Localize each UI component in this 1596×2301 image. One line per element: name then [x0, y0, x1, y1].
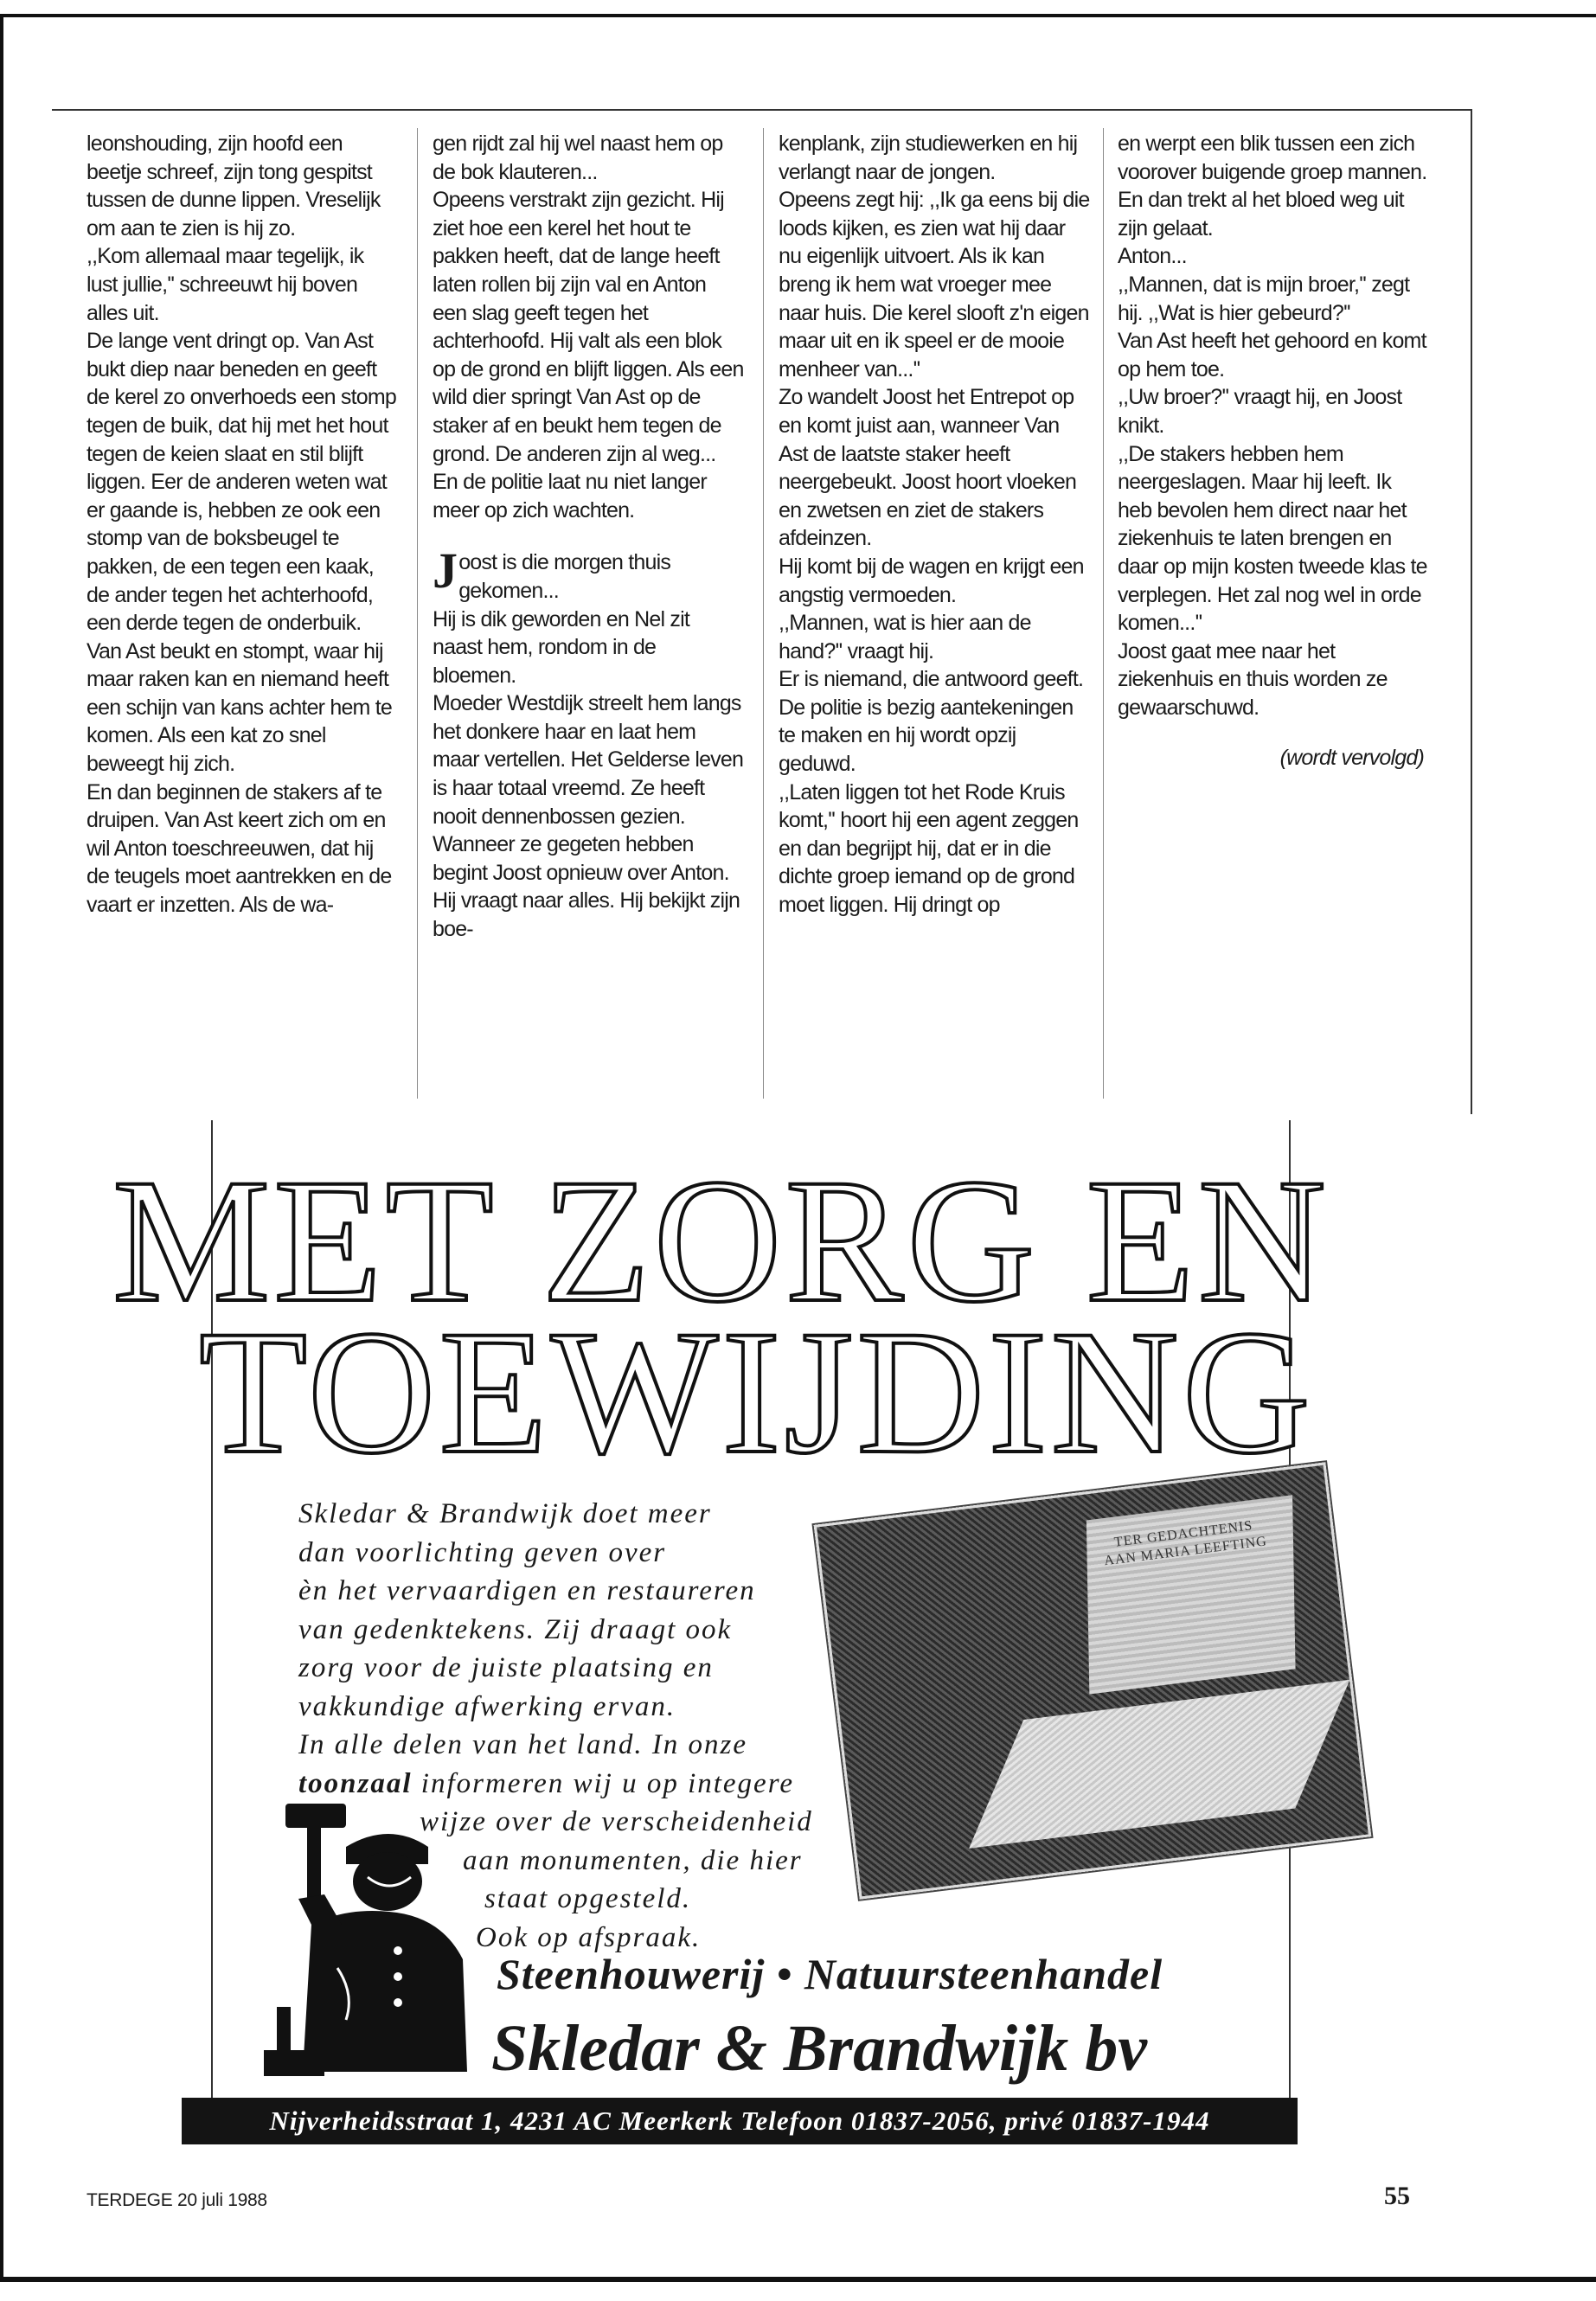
ad-tagline: [497, 1949, 1163, 1999]
paragraph: Anton...: [1118, 244, 1187, 269]
ad-copy-bold-word: toonzaal: [298, 1767, 413, 1799]
address-bar: Nijverheidsstraat 1, 4231 AC Meerkerk Telefoon 01837-2056, privé 01837-1944: [182, 2098, 1298, 2144]
paragraph: ,,Mannen, dat is mijn broer,'' zegt hij. ,,Wat is hier gebeurd?'': [1118, 272, 1410, 325]
paragraph: Van Ast heeft het gehoord en komt op hem toe.: [1118, 329, 1426, 381]
article-column-4: [1118, 130, 1429, 772]
paragraph: Opeens zegt hij: ,,Ik ga eens bij die loods kijken, es zien wat hij daar nu eigenlijk uitvoert. Als ik kan breng ik hem wat vroeger mee naar huis. Die kerel slooft z'n eigen maar uit en ik speel er de mooie menheer van...'': [779, 188, 1090, 381]
paragraph: oost is die morgen thuis gekomen...: [458, 550, 671, 603]
article-column-3: [779, 130, 1090, 920]
article-column-1: [87, 130, 398, 920]
paragraph: Hij is dik geworden en Nel zit naast hem, rondom in de bloemen.: [433, 606, 689, 688]
paragraph: Wanneer ze gegeten hebben begint Joost opnieuw over Anton. Hij vraagt naar alles. Hij bekijkt zijn boe-: [433, 832, 740, 942]
paragraph: De lange vent dringt op. Van Ast bukt diep naar beneden en geeft de kerel zo onverhoeds een stomp tegen de buik, dat hij met het hout tegen de keien slaat en stil blijft liggen. Eer de anderen weten wat er gaande is, hebben ze ook een stomp van de boksbeugel te pakken, de een tegen een kaak, de ander tegen het achterhoofd, een derde tegen de onderbuik. Van Ast beukt en stompt, waar hij maar raken kan en niemand heeft een schijn van kans achter hem te komen. Als een kat zo snel beweegt hij zich.: [87, 329, 396, 777]
ad-headline-line-1: MET ZORG EN: [112, 1143, 1330, 1339]
column-rule: [763, 128, 764, 1099]
publication-footer: TERDEGE 20 juli 1988: [87, 2190, 267, 2210]
section-start-paragraph: [433, 542, 744, 605]
paragraph: kenplank, zijn studiewerken en hij verlangt naar de jongen.: [779, 131, 1078, 184]
paragraph: Joost gaat mee naar het ziekenhuis en thuis worden ze gewaarschuwd.: [1118, 638, 1388, 720]
paragraph: Moeder Westdijk streelt hem langs het donkere haar en laat hem maar vertellen. Het Gelderse leven is haar totaal vreemd. Ze heeft nooit dennenbossen gezien.: [433, 691, 744, 829]
ad-copy-line: zorg voor de juiste plaatsing en: [298, 1652, 714, 1683]
tagline-left: Steenhouwerij: [497, 1950, 766, 1998]
ad-copy-line: Skledar & Brandwijk doet meer: [298, 1498, 712, 1529]
company-name: Skledar & Brandwijk bv: [491, 2012, 1147, 2085]
column-rule: [417, 128, 418, 1099]
ad-copy-line: staat opgesteld.: [484, 1883, 692, 1914]
paragraph: ,,Mannen, wat is hier aan de hand?'' vraagt hij.: [779, 611, 1031, 663]
paragraph: gen rijdt zal hij wel naast hem op de bok klauteren...: [433, 131, 723, 184]
paragraph: De politie is bezig aantekeningen te maken en hij wordt opzij geduwd.: [779, 695, 1074, 777]
paragraph: En dan beginnen de stakers af te druipen. Van Ast keert zich om en wil Anton toeschreeuwen, dat hij de teugels moet aantrekken en de vaart er inzetten. Als de wa-: [87, 779, 392, 918]
ad-copy-line: aan monumenten, die hier: [463, 1844, 803, 1876]
page-border-bottom: [0, 2277, 1596, 2282]
paragraph: Er is niemand, die antwoord geeft.: [779, 667, 1084, 692]
paragraph: ,,De stakers hebben hem neergeslagen. Maar hij leeft. Ik heb bevolen hem direct naar het ziekenhuis te laten brengen en daar op mijn kosten tweede klas te verplegen. Het zal nog wel in orde komen...'': [1118, 441, 1427, 636]
continued-note: (wordt vervolgd): [1279, 746, 1424, 771]
tagline-right: Natuursteenhandel: [804, 1950, 1163, 1998]
ad-copy-line: Ook op afspraak.: [476, 1921, 702, 1953]
grave-slab-shape: [969, 1680, 1349, 1849]
article-column-2: [433, 130, 744, 944]
paragraph: Zo wandelt Joost het Entrepot op en komt juist aan, wanneer Van Ast de laatste staker heeft neergebeukt. Joost hoort vloeken en zwetsen en ziet de stakers afdeinzen.: [779, 385, 1077, 551]
paragraph: leonshouding, zijn hoofd een beetje schreef, zijn tong gespitst tussen de dunne lippen. Vreselijk om aan te zien is hij zo.: [87, 131, 381, 240]
paragraph: Hij komt bij de wagen en krijgt een angstig vermoeden.: [779, 554, 1084, 607]
paragraph: ,,Uw broer?'' vraagt hij, en Joost knikt.: [1118, 385, 1402, 438]
gravestone-photo: [814, 1462, 1372, 1899]
gravestone-inscription: TER GEDACHTENIS AAN MARIA LEEFTING: [1103, 1518, 1268, 1569]
column-rule: [1103, 128, 1104, 1099]
page-border-top: [0, 14, 1596, 17]
ad-copy-line: In alle delen van het land. In onze: [298, 1729, 748, 1760]
ad-copy-line: vakkundige afwerking ervan.: [298, 1690, 676, 1722]
ad-headline-line-2: TOEWIJDING: [199, 1294, 1314, 1490]
stonemason-illustration: [260, 1795, 476, 2080]
page-border-left: [0, 14, 3, 2282]
ad-copy-line: èn het vervaardigen en restaureren: [298, 1575, 756, 1606]
ad-copy-text: informeren wij u op integere: [412, 1767, 794, 1799]
ad-copy-line: dan voorlichting geven over: [298, 1536, 667, 1568]
paragraph: en werpt een blik tussen een zich voorover buigende groep mannen. En dan trekt al het bloed weg uit zijn gelaat.: [1118, 131, 1427, 240]
bullet-icon: •: [776, 1950, 793, 1998]
page-number: 55: [1384, 2182, 1410, 2210]
ad-copy-line: van gedenktekens. Zij draagt ook: [298, 1613, 733, 1645]
paragraph: Opeens verstrakt zijn gezicht. Hij ziet hoe een kerel het hout te pakken heeft, dat de lange heeft laten rollen bij zijn val en Anton een slag geeft tegen het achterhoofd. Hij valt als een blok op de grond en blijft liggen. Als een wild dier springt Van Ast op de staker af en beukt hem tegen de grond. De anderen zijn al weg... En de politie laat nu niet langer meer op zich wachten.: [433, 188, 744, 522]
ad-copy-line: wijze over de verscheidenheid: [420, 1806, 813, 1837]
paragraph: ,,Kom allemaal maar tegelijk, ik lust jullie,'' schreeuwt hij boven alles uit.: [87, 244, 364, 325]
paragraph: ,,Laten liggen tot het Rode Kruis komt,'' hoort hij een agent zeggen en dan begrijpt hij, dat er in die dichte groep iemand op de grond moet liggen. Hij dringt op: [779, 779, 1079, 918]
drop-cap: J: [433, 542, 458, 599]
